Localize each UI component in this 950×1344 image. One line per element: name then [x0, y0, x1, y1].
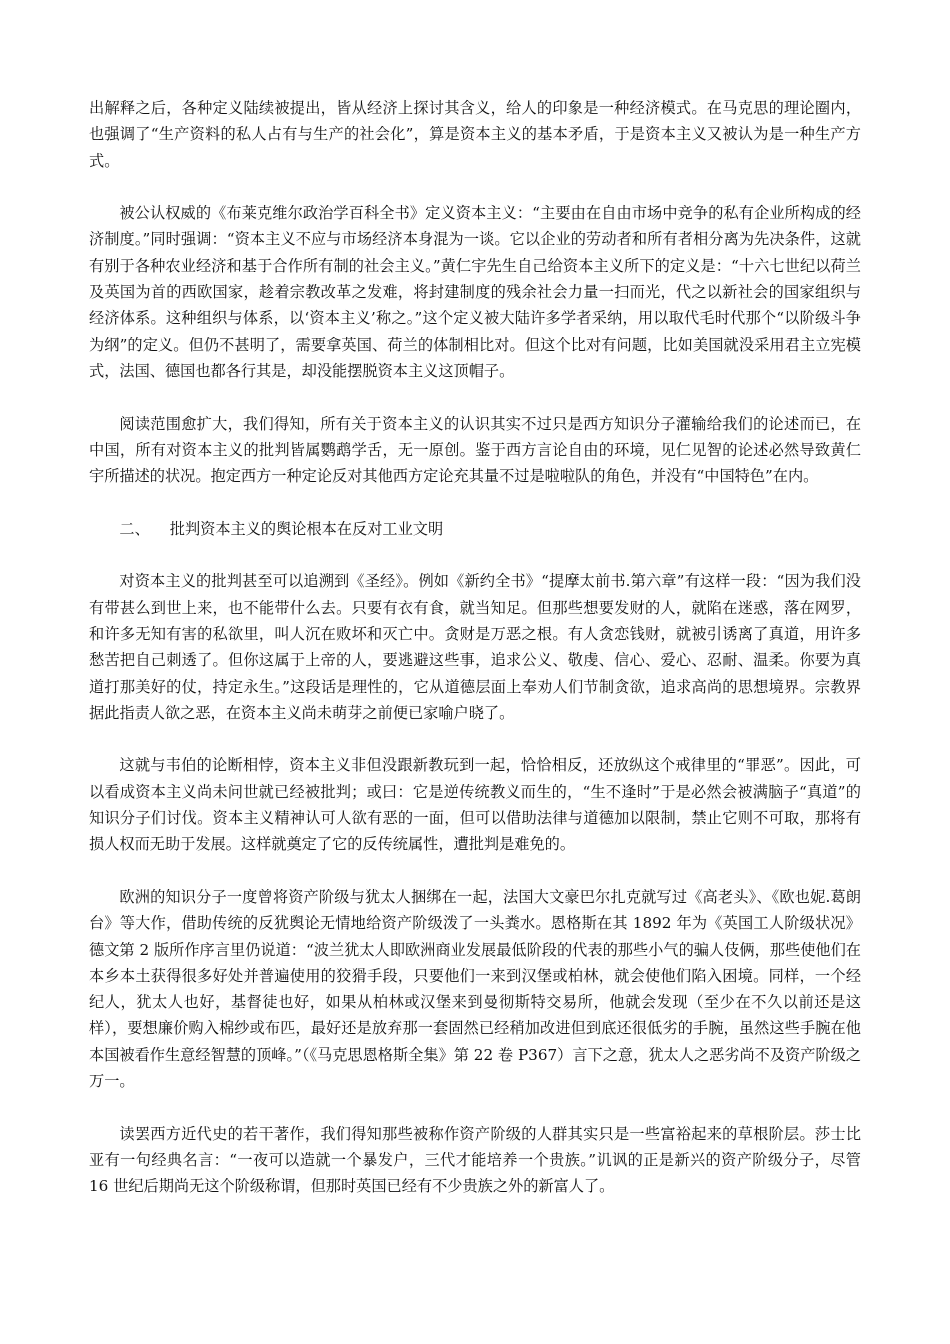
- section-title: 批判资本主义的舆论根本在反对工业文明: [169, 519, 444, 538]
- paragraph-continuation: 出解释之后，各种定义陆续被提出，皆从经济上探讨其含义，给人的印象是一种经济模式。在马克思的理论圈内，也强调了“生产资料的私人占有与生产的社会化”，算是资本主义的基本矛盾，于是资本主义又被认为是一种生产方式。: [89, 99, 861, 170]
- paragraph-bible: 对资本主义的批判甚至可以追溯到《圣经》。例如《新约全书》“提摩太前书.第六章”有这样一段：“因为我们没有带甚么到世上来，也不能带什么去。只要有衣有食，就当知足。但那些想要发财的人，就陷在迷惑，落在网罗，和许多无知有害的私欲里，叫人沉在败坏和灭亡中。贪财是万恶之根。有人贪恋钱财，就被引诱离了真道，用许多愁苦把自己刺透了。但你这属于上帝的人，要逃避这些事，追求公义、敬虔、信心、爱心、忍耐、温柔。你要为真道打那美好的仗，持定永生。”这段话是理性的，它从道德层面上奉劝人们节制贪欲，追求高尚的思想境界。宗教界据此指责人欲之恶，在资本主义尚未萌芽之前便已家喻户晓了。: [89, 572, 861, 722]
- section-heading: [89, 516, 861, 542]
- section-number: 二、: [119, 519, 150, 538]
- paragraph-weber: 这就与韦伯的论断相悖，资本主义非但没跟新教玩到一起，恰恰相反，还放纵这个戒律里的“罪恶”。因此，可以看成资本主义尚未问世就已经被批判；或曰：它是逆传统教义而生的，“生不逢时”于是必然会被满脑子“真道”的知识分子们讨伐。资本主义精神认可人欲有恶的一面，但可以借助法律与道德加以限制，禁止它则不可取，那将有损人权而无助于发展。这样就奠定了它的反传统属性，遭批判是难免的。: [89, 756, 861, 854]
- paragraph-shakespeare: 读罢西方近代史的若干著作，我们得知那些被称作资产阶级的人群其实只是一些富裕起来的草根阶层。莎士比亚有一句经典名言：“一夜可以造就一个暴发户，三代才能培养一个贵族。”讥讽的正是新兴的资产阶级分子，尽管 16 世纪后期尚无这个阶级称谓，但那时英国已经有不少贵族之外的新富人了。: [89, 1124, 861, 1196]
- document-page: [89, 95, 861, 1226]
- paragraph-western-discourse: 阅读范围愈扩大，我们得知，所有关于资本主义的认识其实不过只是西方知识分子灌输给我们的论述而已，在中国，所有对资本主义的批判皆属鹦鹉学舌，无一原创。鉴于西方言论自由的环境，见仁见智的论述必然导致黄仁宇所描述的状况。抱定西方一种定论反对其他西方定论充其量不过是啦啦队的角色，并没有“中国特色”在内。: [89, 414, 861, 486]
- paragraph-engels: 欧洲的知识分子一度曾将资产阶级与犹太人捆绑在一起，法国大文豪巴尔扎克就写过《高老头》、《欧也妮.葛朗台》等大作，借助传统的反犹舆论无情地给资产阶级泼了一头粪水。恩格斯在其 1892 年为《英国工人阶级状况》德文第 2 版所作序言里仍说道：“波兰犹太人即欧洲商业发展最低阶段的代表的那些小气的骗人伎俩，那些使他们在本乡本土获得很多好处并普遍使用的狡猾手段，只要他们一来到汉堡或柏林，就会使他们陷入困境。同样，一个经纪人，犹太人也好，基督徒也好，如果从柏林或汉堡来到曼彻斯特交易所，他就会发现（至少在不久以前还是这样），要想廉价购入棉纱或布匹，最好还是放弃那一套固然已经稍加改进但到底还很低劣的手腕，虽然这些手腕在他本国被看作生意经智慧的顶峰。”（《马克思恩格斯全集》第 22 卷 P367）言下之意，犹太人之恶劣尚不及资产阶级之万一。: [89, 887, 861, 1090]
- paragraph-definitions: 被公认权威的《布莱克维尔政治学百科全书》定义资本主义：“主要由在自由市场中竞争的私有企业所构成的经济制度。”同时强调：“资本主义不应与市场经济本身混为一谈。它以企业的劳动者和所有者相分离为先决条件，这就有别于各种农业经济和基于合作所有制的社会主义。”黄仁宇先生自己给资本主义所下的定义是：“十六七世纪以荷兰及英国为首的西欧国家，趁着宗教改革之发难，将封建制度的残余社会力量一扫而光，代之以新社会的国家组织与经济体系。这种组织与体系，以‘资本主义’称之。”这个定义被大陆许多学者采纳，用以取代毛时代那个“以阶级斗争为纲”的定义。但仍不甚明了，需要拿英国、荷兰的体制相比对。但这个比对有问题，比如美国就没采用君主立宪模式，法国、德国也都各行其是，却没能摆脱资本主义这顶帽子。: [89, 204, 861, 380]
